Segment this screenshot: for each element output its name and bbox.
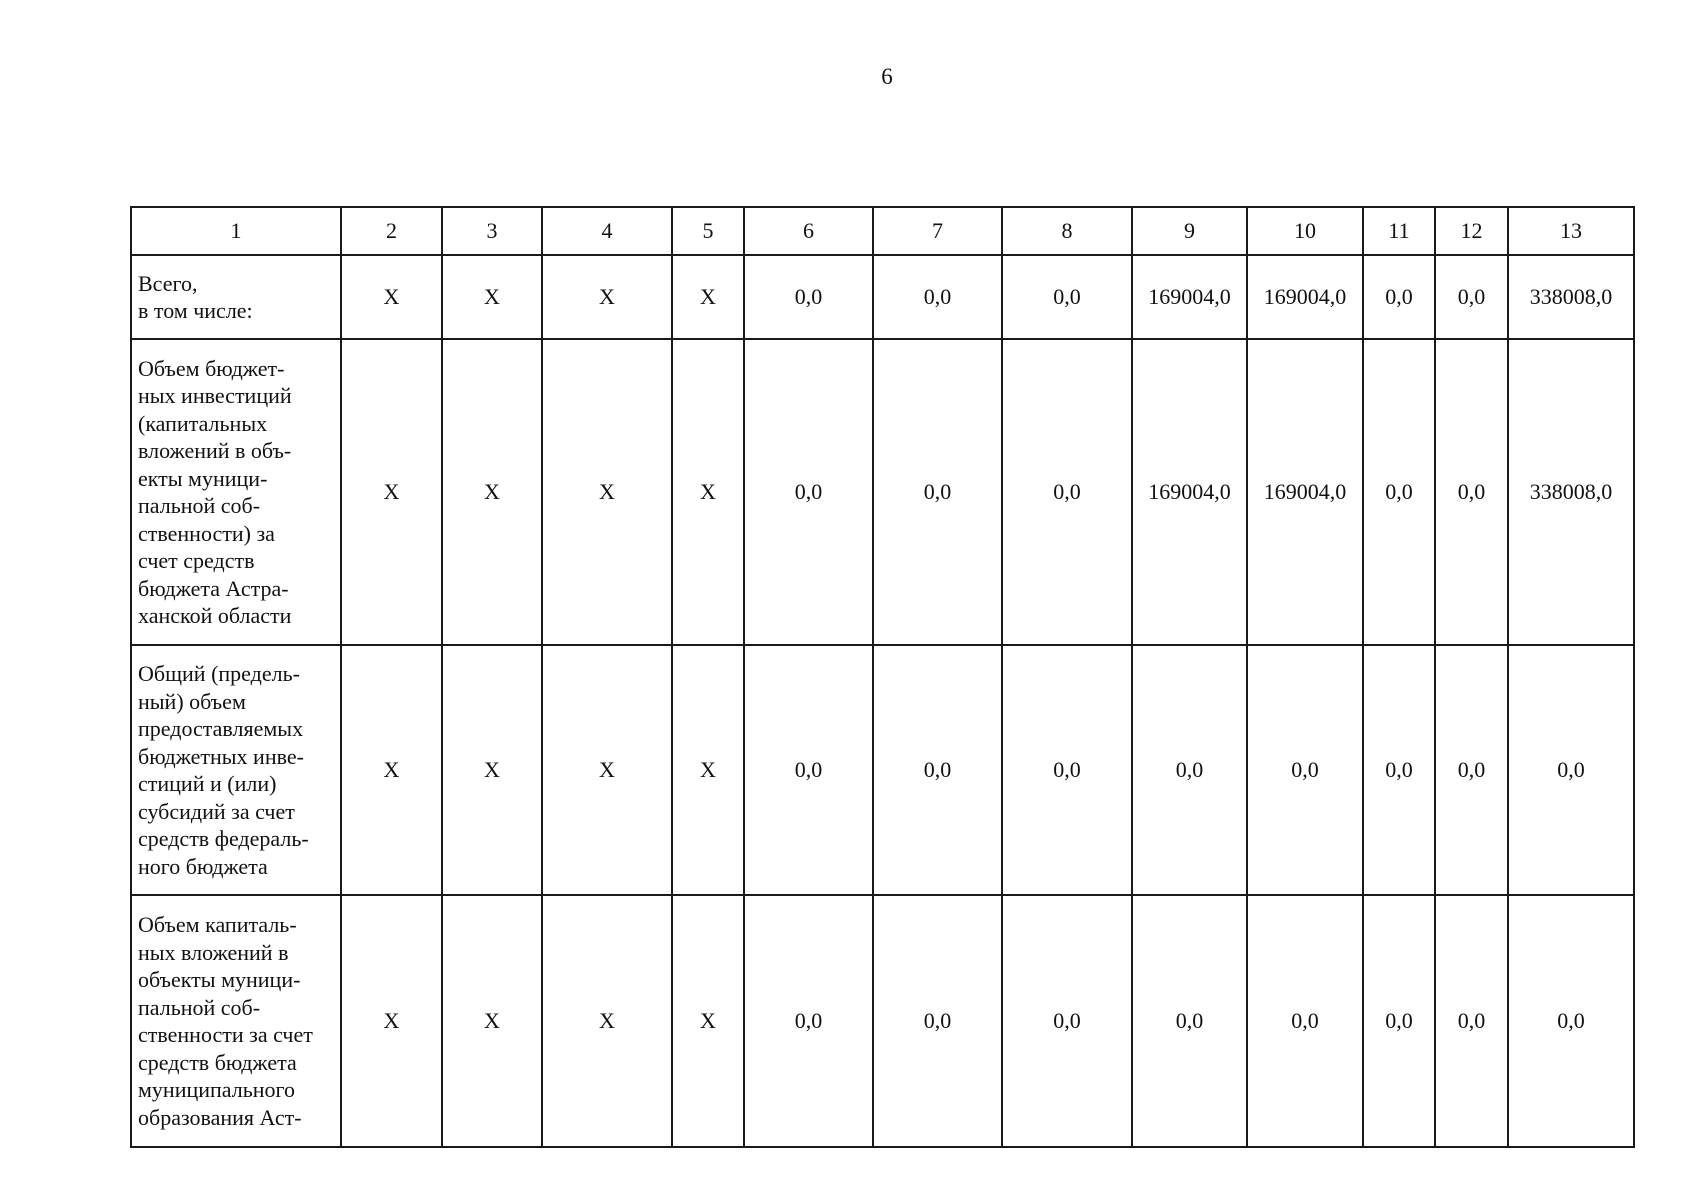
table-cell: 0,0 [1363,255,1435,339]
table-cell: 338008,0 [1508,339,1634,645]
column-header: 7 [873,207,1002,255]
row-label: Всего, в том числе: [131,255,341,339]
table-header-row [131,207,1634,255]
table-cell: X [672,895,744,1147]
table-cell: 169004,0 [1132,339,1247,645]
table-row-federal-budget [131,645,1634,895]
table-row-total [131,255,1634,339]
table-cell: 0,0 [1435,895,1508,1147]
table-cell: 0,0 [1002,645,1132,895]
table-cell: 0,0 [873,645,1002,895]
row-label: Объем бюджет- ных инвестиций (капитальных вложений в объ- екты муници- пальной соб- ственности) за счет средств бюджета Астра- ханской области [131,339,341,645]
column-header: 4 [542,207,672,255]
table-cell: 0,0 [744,895,873,1147]
column-header: 2 [341,207,442,255]
table-cell: X [341,645,442,895]
column-header: 13 [1508,207,1634,255]
table-cell: X [442,255,542,339]
table-cell: 0,0 [744,255,873,339]
table-cell: X [442,895,542,1147]
table-cell: 0,0 [744,339,873,645]
column-header: 11 [1363,207,1435,255]
table-cell: 0,0 [1247,645,1363,895]
table-cell: 0,0 [1002,255,1132,339]
row-label: Общий (предель- ный) объем предоставляемых бюджетных инве- стиций и (или) субсидий за счет средств федераль- ного бюджета [131,645,341,895]
table-cell: 0,0 [1132,895,1247,1147]
table-cell: 0,0 [1363,339,1435,645]
table-cell: 0,0 [744,645,873,895]
column-header: 12 [1435,207,1508,255]
investment-table [130,206,1635,1148]
table-cell: 0,0 [1002,339,1132,645]
column-header: 8 [1002,207,1132,255]
column-header: 5 [672,207,744,255]
row-label: Объем капиталь- ных вложений в объекты муници- пальной соб- ственности за счет средств бюджета муниципального образования Аст- [131,895,341,1147]
table-cell: 338008,0 [1508,255,1634,339]
column-header: 9 [1132,207,1247,255]
table-cell: 0,0 [1435,255,1508,339]
table-cell: X [341,339,442,645]
column-header: 6 [744,207,873,255]
table-cell: 169004,0 [1247,255,1363,339]
table-cell: 0,0 [1247,895,1363,1147]
table-cell: X [542,895,672,1147]
table-cell: 0,0 [1508,895,1634,1147]
table-cell: X [341,255,442,339]
table-cell: 0,0 [1508,645,1634,895]
table-cell: 0,0 [1363,895,1435,1147]
table-cell: X [672,339,744,645]
table-cell: X [442,645,542,895]
table-cell: 0,0 [873,255,1002,339]
table-cell: X [442,339,542,645]
table-cell: X [672,645,744,895]
table-cell: 0,0 [1002,895,1132,1147]
table-cell: 0,0 [1363,645,1435,895]
table-cell: X [341,895,442,1147]
table-cell: 0,0 [1132,645,1247,895]
column-header: 1 [131,207,341,255]
column-header: 3 [442,207,542,255]
table-row-regional-budget [131,339,1634,645]
table-cell: 169004,0 [1247,339,1363,645]
page-number: 6 [881,64,893,89]
table-cell: X [542,255,672,339]
table-cell: X [542,339,672,645]
table-cell: X [542,645,672,895]
table-cell: X [672,255,744,339]
table-cell: 0,0 [873,339,1002,645]
table-cell: 0,0 [873,895,1002,1147]
table-cell: 0,0 [1435,645,1508,895]
column-header: 10 [1247,207,1363,255]
table-cell: 0,0 [1435,339,1508,645]
table-cell: 169004,0 [1132,255,1247,339]
table-row-municipal-budget [131,895,1634,1147]
